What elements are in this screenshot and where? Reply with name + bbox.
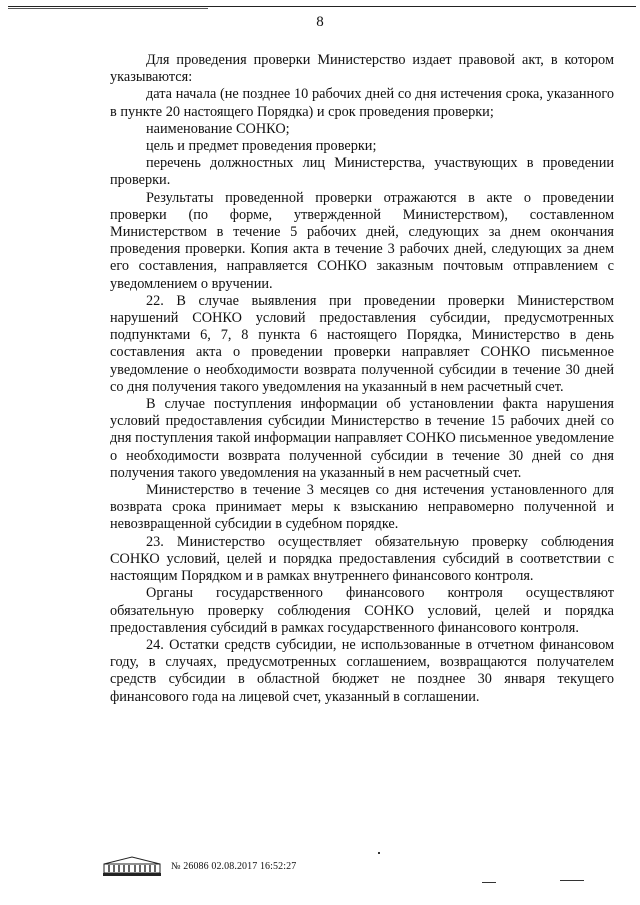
document-footer (103, 855, 296, 877)
paragraph: перечень должностных лиц Министерства, участвующих в проведении проверки. (110, 155, 614, 189)
scan-speck (482, 882, 496, 883)
paragraph: В случае поступления информации об установлении факта нарушения условий предоставления субсидии Министерство в течение 15 рабочих дней со дня поступления такой информации направляет СОНКО письменное уведомление о необходимости возврата полученной субсидии в течение 30 дней со дня получения такого уведомления на указанный в нем расчетный счет. (110, 396, 614, 481)
building-logo-icon (103, 855, 161, 877)
scan-speck (378, 852, 380, 854)
document-body (110, 52, 614, 706)
paragraph: 24. Остатки средств субсидии, не использованные в отчетном финансовом году, в случаях, предусмотренных соглашением, возвращаются получателем средств субсидии в областной бюджет не позднее 30 января текущего финансового года на лицевой счет, указанный в соглашении. (110, 636, 614, 705)
paragraph: 22. В случае выявления при проведении проверки Министерством нарушений СОНКО условий предоставления субсидии, предусмотренных подпунктами 6, 7, 8 пункта 6 настоящего Порядка, Министерство в день составления акта о проведении проверки направляет СОНКО письменное уведомление о необходимости возврата полученной субсидии в течение 30 дней со дня получения такого уведомления на указанный в нем расчетный счет. (110, 292, 614, 395)
paragraph: Результаты проведенной проверки отражаются в акте о проведении проверки (по форме, утвержденной Министерством), составленном Министерством в течение 5 рабочих дней, следующих за днем окончания проведения проверки. Копия акта в течение 3 рабочих дней, следующих за днем его составления, направляется СОНКО заказным почтовым отправлением с уведомлением о вручении. (110, 189, 614, 292)
paragraph: Для проведения проверки Министерство издает правовой акт, в котором указываются: (110, 52, 614, 86)
top-border-line-secondary (8, 8, 208, 9)
paragraph: Министерство в течение 3 месяцев со дня истечения установленного для возврата срока принимает меры к взысканию неправомерно полученной и невозвращенной субсидии в судебном порядке. (110, 482, 614, 533)
registration-stamp: № 26086 02.08.2017 16:52:27 (171, 860, 297, 872)
scan-speck (560, 880, 584, 881)
paragraph: цель и предмет проведения проверки; (146, 138, 377, 155)
paragraph: 23. Министерство осуществляет обязательную проверку соблюдения СОНКО условий, целей и порядка предоставления субсидий в соответствии с настоящим Порядком и в рамках внутреннего финансового контроля. (110, 533, 614, 585)
paragraph: дата начала (не позднее 10 рабочих дней со дня истечения срока, указанного в пункте 20 настоящего Порядка) и срок проведения проверки; (110, 86, 614, 120)
paragraph: наименование СОНКО; (146, 120, 290, 137)
top-border-line (8, 6, 636, 7)
paragraph: Органы государственного финансового контроля осуществляют обязательную проверку соблюдения СОНКО условий, целей и порядка предоставления субсидий в рамках государственного финансового контроля. (110, 585, 614, 636)
page-number: 8 (316, 14, 324, 30)
